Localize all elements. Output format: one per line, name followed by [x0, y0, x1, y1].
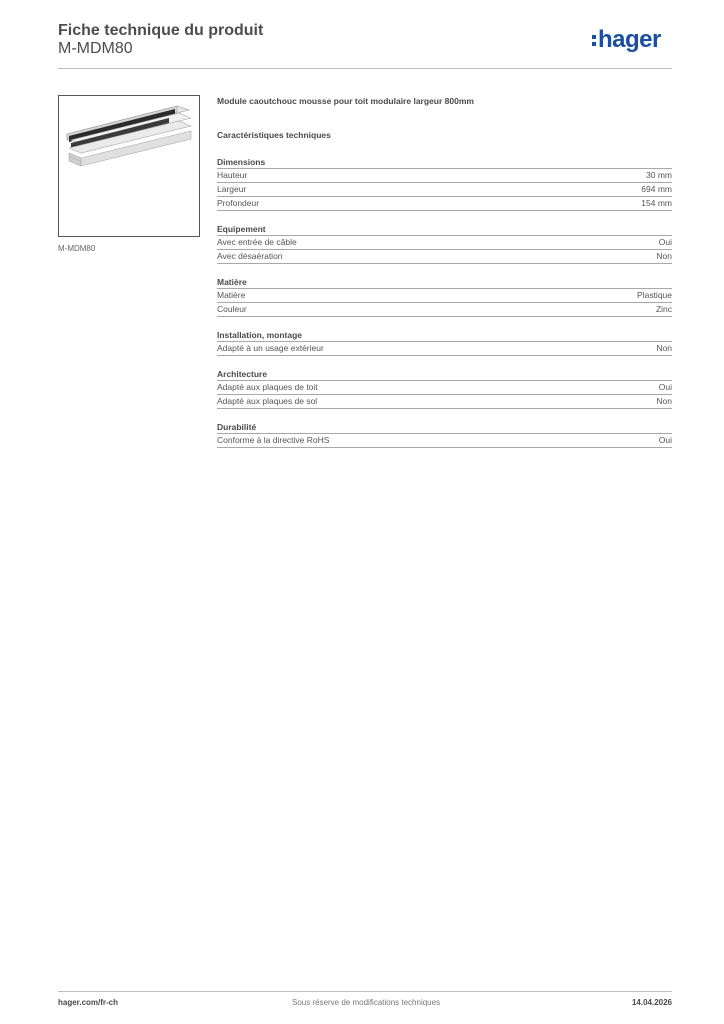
- section-durabilite: [217, 421, 672, 448]
- product-description: Module caoutchouc mousse pour toit modulaire largeur 800mm: [217, 96, 474, 106]
- spec-value: Non: [656, 343, 672, 353]
- logo-dots-icon: [592, 32, 596, 49]
- spec-label: Conforme à la directive RoHS: [217, 435, 330, 445]
- product-illustration: [59, 96, 199, 236]
- spec-row: [217, 289, 672, 303]
- spec-label: Adapté aux plaques de toit: [217, 382, 318, 392]
- spec-value: Non: [656, 396, 672, 406]
- spec-value: 694 mm: [641, 184, 672, 194]
- footer-website-link[interactable]: hager.com/fr-ch: [58, 998, 119, 1007]
- page-title: Fiche technique du produit: [58, 22, 264, 39]
- spec-value: Zinc: [655, 304, 672, 314]
- section-architecture: [217, 368, 672, 409]
- section-equipement: [217, 223, 672, 264]
- section-title: Matière: [217, 276, 672, 289]
- spec-label: Couleur: [217, 304, 247, 314]
- section-installation: [217, 329, 672, 356]
- product-image: [58, 95, 200, 237]
- hager-logo: [592, 28, 661, 52]
- spec-row: [217, 236, 672, 250]
- section-title: Installation, montage: [217, 329, 672, 342]
- spec-row: [217, 303, 672, 317]
- spec-label: Matière: [217, 290, 246, 300]
- image-caption: M-MDM80: [58, 244, 96, 253]
- spec-row: [217, 395, 672, 409]
- section-title: Dimensions: [217, 156, 672, 169]
- spec-content: [217, 96, 672, 448]
- characteristics-heading: Caractéristiques techniques: [217, 130, 331, 140]
- spec-label: Avec entrée de câble: [217, 237, 297, 247]
- spec-value: Oui: [658, 382, 672, 392]
- header-divider: [58, 68, 672, 69]
- spec-label: Adapté à un usage extérieur: [217, 343, 324, 353]
- product-reference: M-MDM80: [58, 40, 133, 57]
- logo-text: hager: [598, 26, 661, 53]
- spec-value: Non: [656, 251, 672, 261]
- spec-row: [217, 342, 672, 356]
- spec-label: Adapté aux plaques de sol: [217, 396, 318, 406]
- spec-label: Profondeur: [217, 198, 260, 208]
- spec-value: 154 mm: [641, 198, 672, 208]
- spec-row: [217, 197, 672, 211]
- footer-disclaimer: Sous réserve de modifications techniques: [292, 998, 441, 1007]
- spec-value: Oui: [658, 237, 672, 247]
- section-title: Equipement: [217, 223, 672, 236]
- section-title: Durabilité: [217, 421, 672, 434]
- spec-label: Largeur: [217, 184, 247, 194]
- spec-value: Plastique: [637, 290, 672, 300]
- section-title: Architecture: [217, 368, 672, 381]
- footer-divider: [58, 991, 672, 992]
- spec-value: 30 mm: [646, 170, 672, 180]
- spec-row: [217, 183, 672, 197]
- spec-label: Hauteur: [217, 170, 248, 180]
- spec-row: [217, 169, 672, 183]
- section-matiere: [217, 276, 672, 317]
- spec-row: [217, 381, 672, 395]
- spec-row: [217, 250, 672, 264]
- spec-row: [217, 434, 672, 448]
- footer-date: 14.04.2026: [631, 998, 672, 1007]
- spec-value: Oui: [658, 435, 672, 445]
- spec-label: Avec désaération: [217, 251, 283, 261]
- section-dimensions: [217, 156, 672, 211]
